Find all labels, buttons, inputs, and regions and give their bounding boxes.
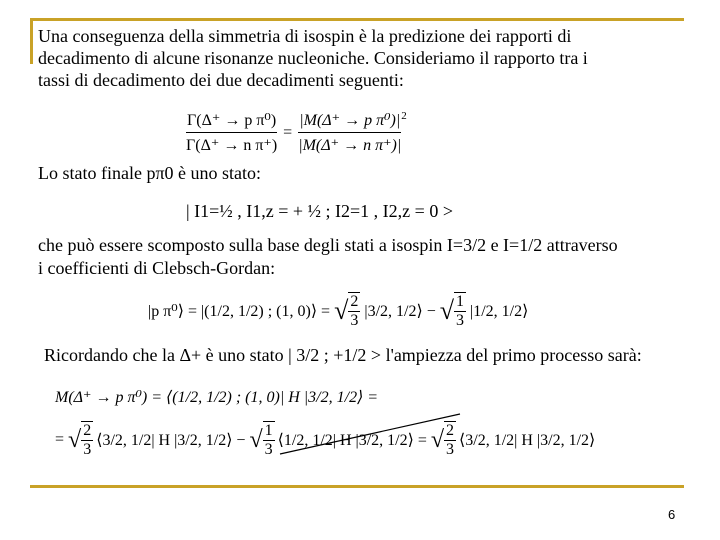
page-number: 6 — [668, 507, 676, 522]
clebsch-gordan-equation — [148, 290, 528, 332]
cg-coefficient-2: √ $\frac{1}{3}$ — [439, 293, 464, 329]
ratio-numerator-lhs: Γ(Δ⁺ → p π⁰) — [187, 112, 277, 129]
final-state-line: Lo stato finale pπ0 è uno stato: — [38, 163, 262, 183]
decay-ratio-equation — [186, 108, 407, 157]
amp2-c2-num: 1 — [264, 422, 273, 439]
amp2-c1-num: 2 — [83, 422, 92, 439]
bottom-rule — [30, 485, 684, 488]
amplitude-equation-1 — [55, 383, 378, 411]
cg-lhs: |p π⁰⟩ = |(1/2, 1/2) ; (1, 0)⟩ = — [148, 303, 331, 320]
amp2-c3-num: 2 — [446, 422, 455, 439]
cg-coefficient-1: √ $\frac{2}{3}$ — [334, 293, 359, 329]
isospin-state-line: | I1=½ , I1,z = + ½ ; I2=1 , I2,z = 0 > — [186, 201, 453, 221]
amp2-coefficient-1: √ $\frac{2}{3}$ — [68, 422, 92, 458]
amp2-term-3: ⟨3/2, 1/2| H |3/2, 1/2⟩ — [459, 432, 596, 449]
amp2-c2-den: 3 — [264, 441, 273, 458]
amp2-c1-den: 3 — [83, 441, 92, 458]
decompose-line-2: i coefficienti di Clebsch-Gordan: — [38, 258, 276, 278]
amp2-term-2: ⟨1/2, 1/2| H |3/2, 1/2⟩ = — [277, 432, 427, 449]
amp2-coefficient-3: √ $\frac{2}{3}$ — [430, 422, 455, 458]
amp2-c3-den: 3 — [446, 441, 455, 458]
cg-ket-2: |1/2, 1/2⟩ — [470, 303, 529, 320]
amp2-term-1: ⟨3/2, 1/2| H |3/2, 1/2⟩ − — [96, 432, 246, 449]
intro-line-3: tassi di decadimento dei due decadimenti seguenti: — [38, 70, 404, 90]
intro-paragraph — [38, 25, 588, 91]
ricordando-line: Ricordando che la Δ+ è uno stato | 3/2 ; +1/2 > l'ampiezza del primo processo sarà: — [44, 345, 642, 365]
intro-line-1: Una conseguenza della simmetria di isospin è la predizione dei rapporti di — [38, 26, 572, 46]
amp2-coefficient-2: √ $\frac{1}{3}$ — [249, 422, 273, 458]
cg-c1-den: 3 — [350, 312, 359, 329]
cg-c1-num: 2 — [350, 293, 359, 310]
ratio-numerator-rhs: |M(Δ⁺ → p π⁰)| — [299, 112, 401, 129]
ratio-equals: = — [283, 123, 293, 141]
top-rule — [30, 18, 684, 21]
decompose-line-1: che può essere scomposto sulla base degli stati a isospin I=3/2 e I=1/2 attraverso — [38, 235, 618, 255]
cg-c2-num: 1 — [456, 293, 464, 310]
strike-through-line — [270, 412, 470, 456]
ratio-exponent: 2 — [401, 110, 407, 122]
ratio-denominator-lhs: Γ(Δ⁺ → n π⁺) — [186, 137, 278, 154]
ratio-denominator-rhs: |M(Δ⁺ → n π⁺)| — [298, 137, 402, 154]
cg-ket-1: |3/2, 1/2⟩ − — [364, 303, 436, 320]
left-rule — [30, 18, 33, 64]
amp2-equals: = — [55, 431, 65, 448]
intro-line-2: decadimento di alcune risonanze nucleoniche. Consideriamo il rapporto tra i — [38, 48, 588, 68]
cg-c2-den: 3 — [456, 312, 464, 329]
amplitude-m: M(Δ⁺ → p π⁰) = ⟨(1/2, 1/2) ; (1, 0)| H |3/2, 1/2⟩ = — [55, 389, 379, 406]
